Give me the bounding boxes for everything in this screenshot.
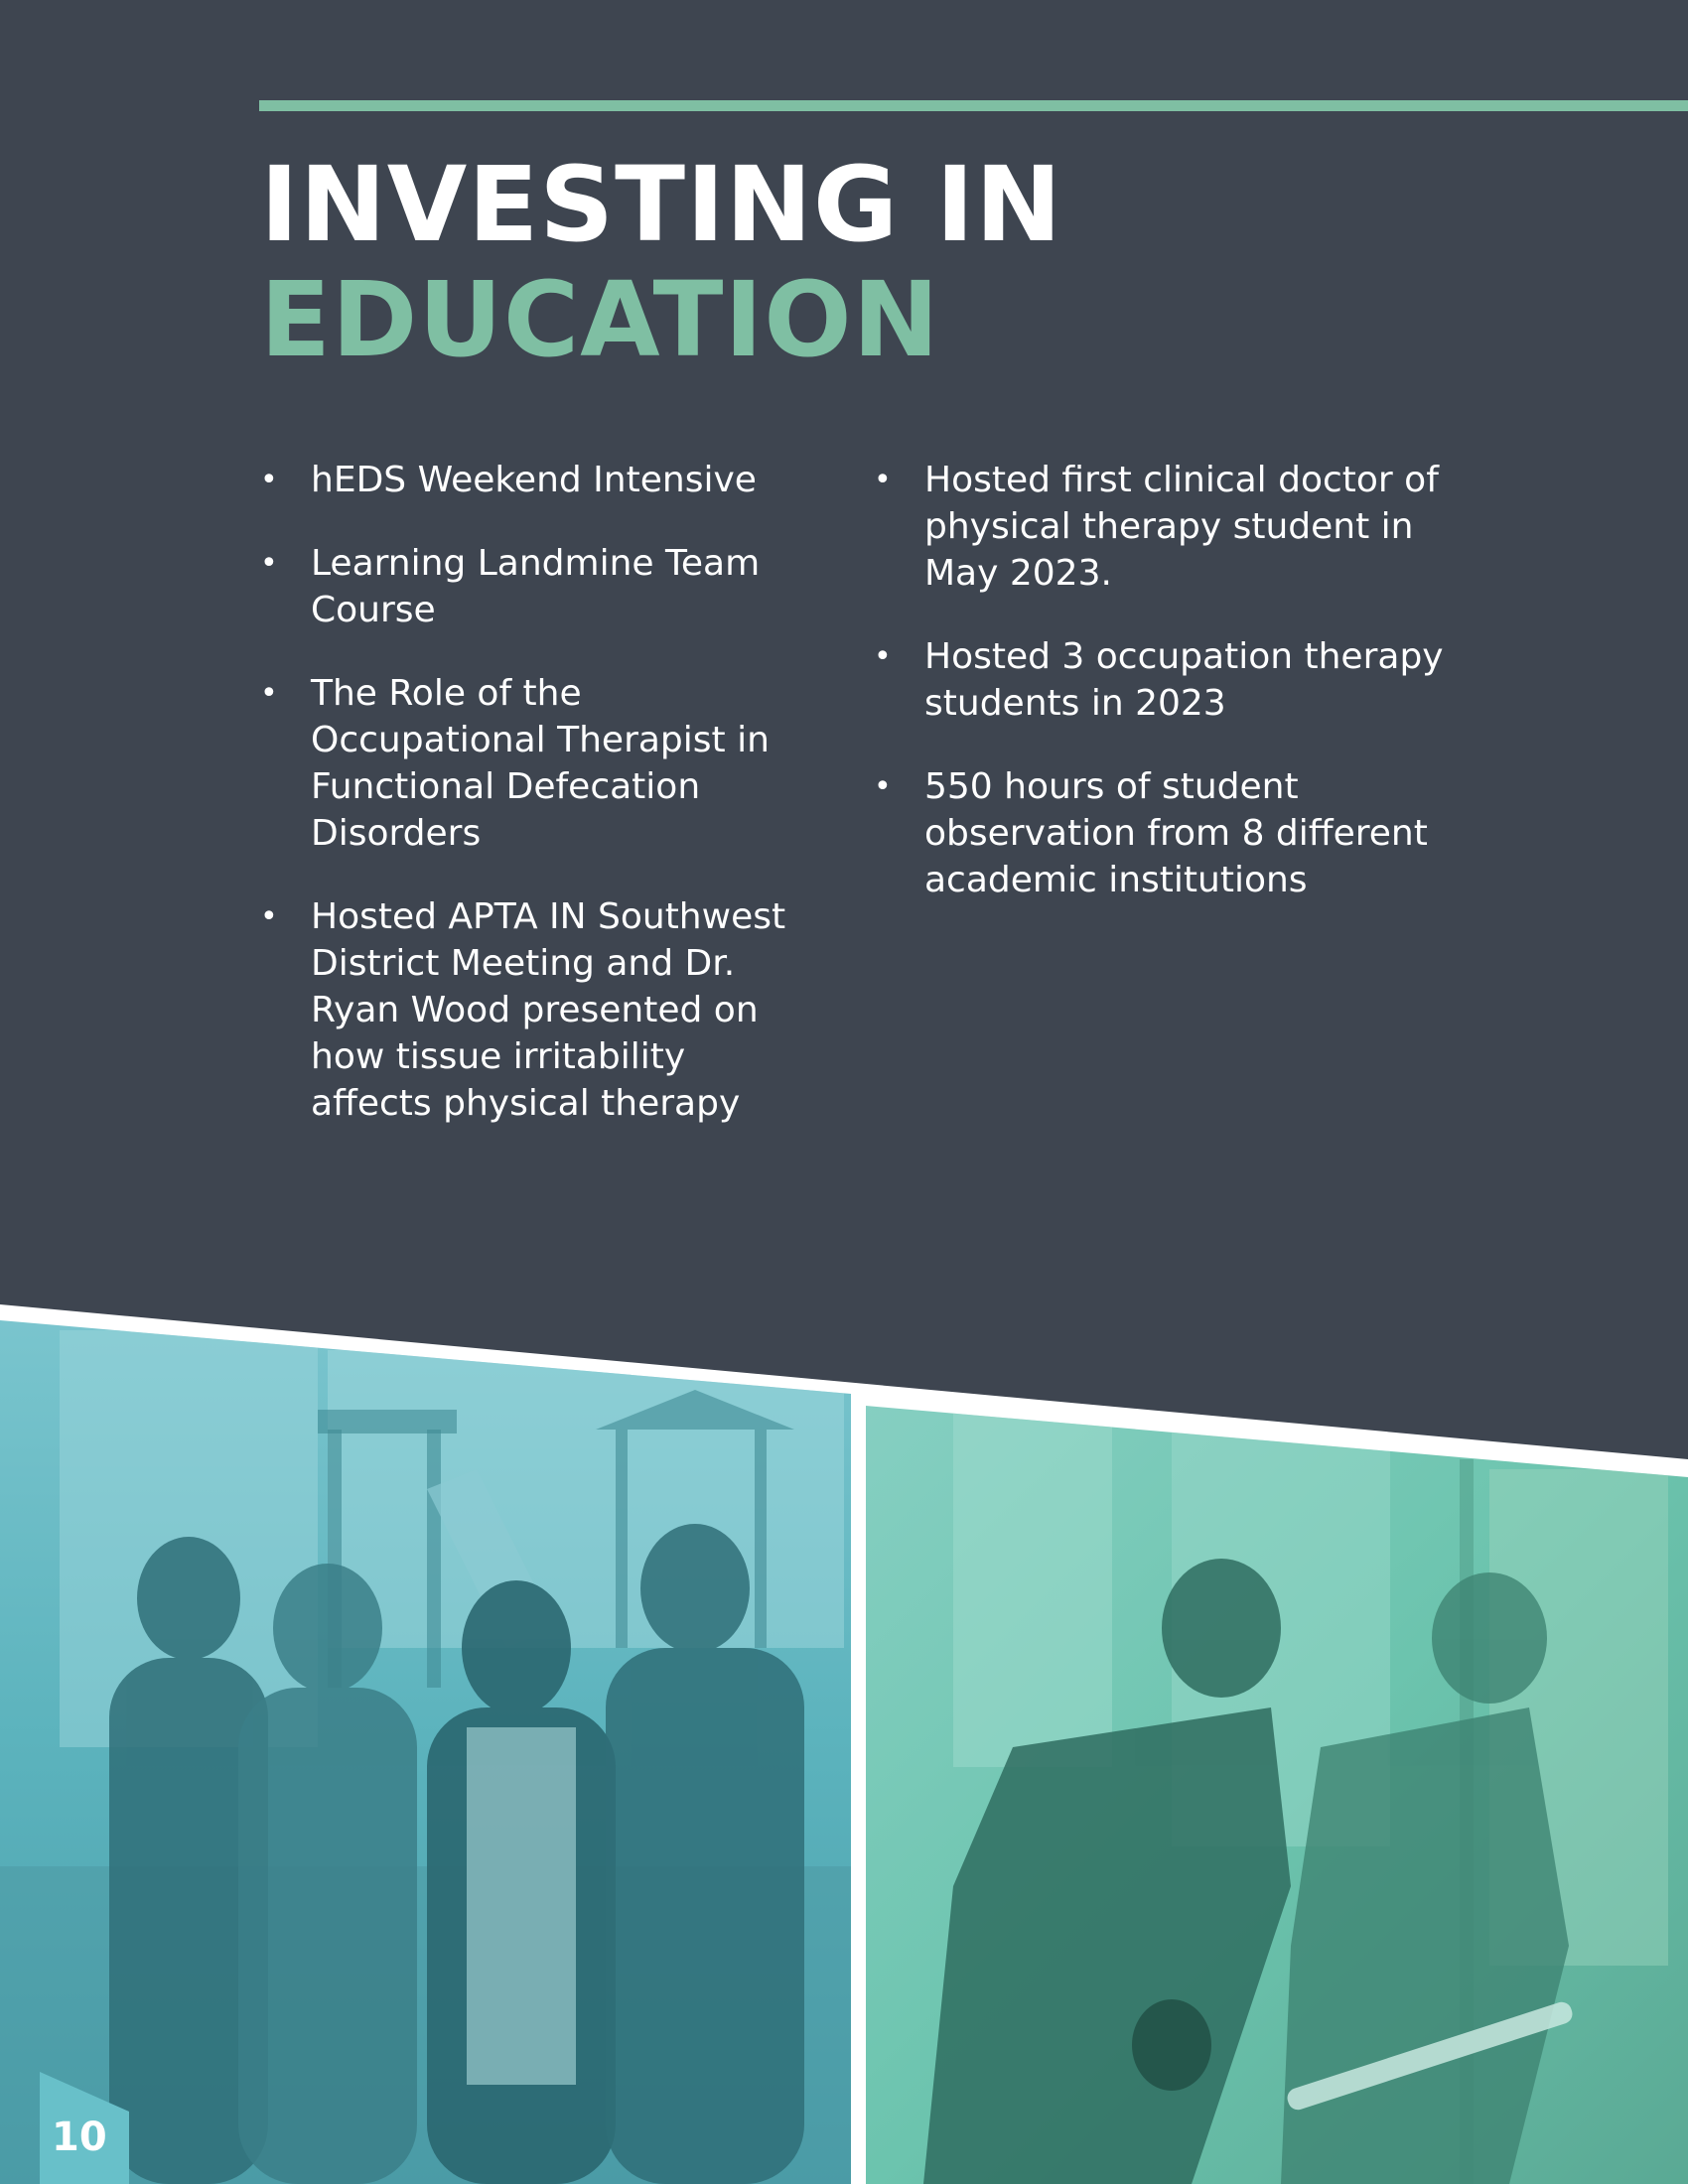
right-bullet-list <box>874 457 1470 940</box>
list-item-text: Hosted 3 occupation therapy students in 2023 <box>924 636 1444 724</box>
list-item-text: The Role of the Occupational Therapist in Functional Defecation Disorders <box>311 673 770 854</box>
bullet-icon: • <box>260 899 278 934</box>
list-item <box>874 763 1470 903</box>
top-accent-rule <box>259 100 1688 111</box>
bullet-icon: • <box>260 676 278 711</box>
list-item <box>260 670 816 857</box>
list-item-text: 550 hours of student observation from 8 different academic institutions <box>924 766 1428 900</box>
bullet-icon: • <box>260 546 278 581</box>
list-item-text: Hosted APTA IN Southwest District Meeting and Dr. Ryan Wood presented on how tissue irritability affects physical therapy <box>311 896 786 1124</box>
list-item-text: Hosted first clinical doctor of physical therapy student in May 2023. <box>924 460 1439 594</box>
bullet-icon: • <box>874 639 892 674</box>
page-number: 10 <box>52 2115 107 2160</box>
list-item <box>260 893 816 1127</box>
list-item <box>874 457 1470 597</box>
photo-group-women <box>0 1291 851 2184</box>
list-item-text: hEDS Weekend Intensive <box>311 460 757 500</box>
left-bullet-list <box>260 457 816 1163</box>
photo-therapy-session <box>866 1390 1688 2184</box>
bullet-icon: • <box>874 769 892 804</box>
list-item <box>874 633 1470 727</box>
photo-strip <box>0 1291 1688 2184</box>
list-item <box>260 457 816 503</box>
title-line-1: INVESTING IN <box>260 144 1063 265</box>
title-line-2: EDUCATION <box>260 259 940 380</box>
list-item-text: Learning Landmine Team Course <box>311 543 761 630</box>
list-item <box>260 540 816 633</box>
bullet-icon: • <box>260 463 278 497</box>
page-title <box>260 144 1063 380</box>
bullet-icon: • <box>874 463 892 497</box>
